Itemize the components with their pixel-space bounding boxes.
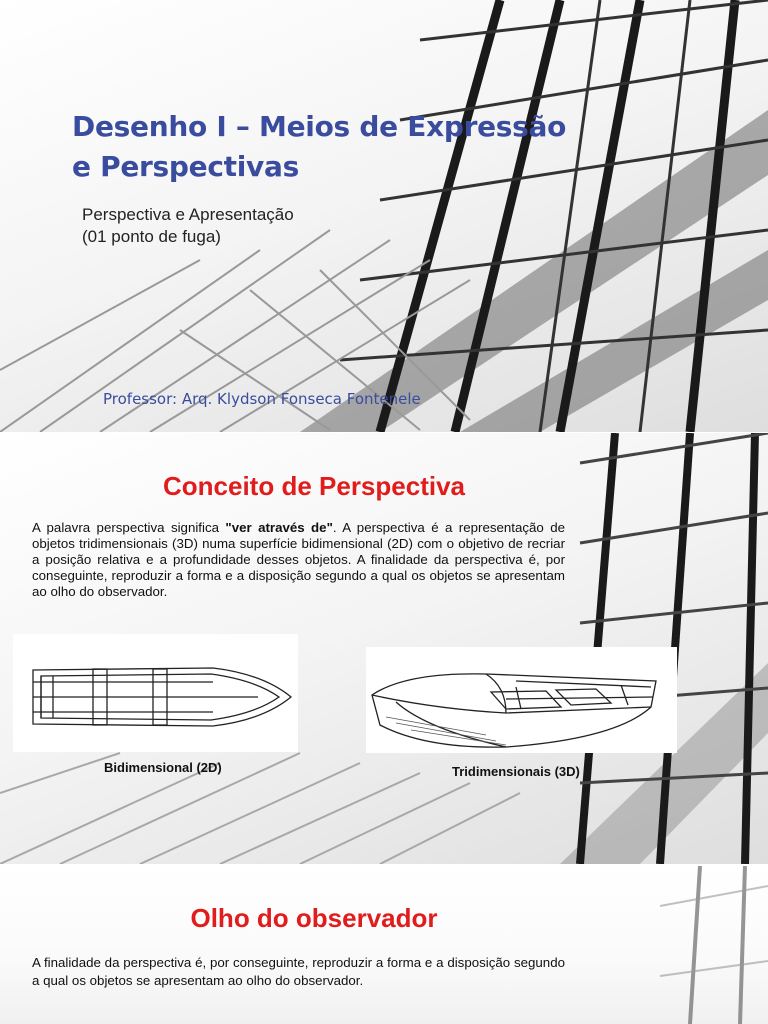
observer-heading: Olho do observador xyxy=(190,903,438,933)
boat-perspective-sketch xyxy=(366,647,677,753)
architecture-background xyxy=(0,866,768,1024)
boat-3d-drawing xyxy=(366,647,677,753)
subtitle-line-2: (01 ponto de fuga) xyxy=(82,227,221,246)
concept-heading: Conceito de Perspectiva xyxy=(163,471,465,501)
concept-paragraph xyxy=(32,520,565,600)
observer-paragraph: A finalidade da perspectiva é, por conseguinte, reproduzir a forma e a disposição segundo a qual os objetos se apresentam ao olho do observador. xyxy=(32,955,565,988)
subtitle-line-1: Perspectiva e Apresentação xyxy=(82,205,294,224)
observer-slide xyxy=(0,866,768,1024)
presentation-title: Desenho I – Meios de Expressão e Perspectivas xyxy=(72,110,567,183)
presentation-subtitle xyxy=(82,204,442,248)
professor-name: Professor: Arq. Klydson Fonseca Fontenele xyxy=(103,390,421,408)
caption-3d: Tridimensionais (3D) xyxy=(452,764,580,779)
title-slide xyxy=(0,0,768,432)
concept-text-end: . A perspectiva é a representação de objetos tridimensionais (3D) numa superfície bidimensional (2D) com o objetivo de recriar a posição relativa e a profundidade desses objetos. A finalidade da perspectiva é, por conseguinte, reproduzir a forma e a disposição segundo a qual os objetos se apresentam ao olho do observador. xyxy=(32,520,565,599)
concept-slide xyxy=(0,433,768,864)
concept-text-start: A palavra perspectiva significa xyxy=(32,520,226,535)
concept-emphasis: "ver através de" xyxy=(225,520,333,535)
boat-plan-sketch xyxy=(13,634,298,752)
caption-2d: Bidimensional (2D) xyxy=(104,760,222,775)
boat-2d-drawing xyxy=(13,634,298,752)
